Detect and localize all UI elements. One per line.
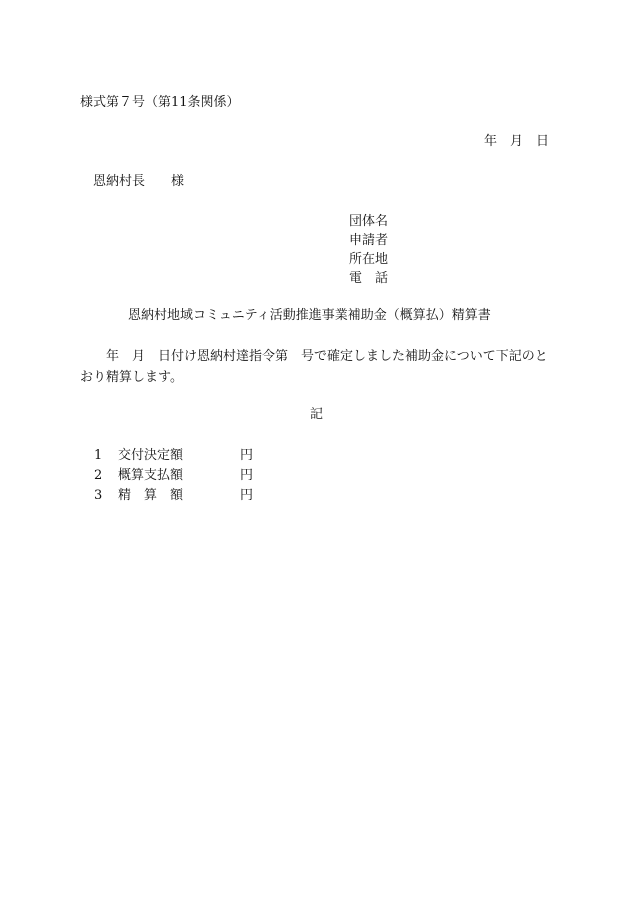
form-number: 様式第７号（第11条関係） (80, 95, 240, 110)
applicant-block (349, 212, 388, 288)
applicant-field-organization: 団体名 (349, 214, 389, 229)
item-label: 概算支払額 (118, 468, 184, 483)
item-number: 3 (94, 488, 103, 503)
item-number: 1 (94, 448, 103, 463)
item-label: 交付決定額 (118, 448, 184, 463)
document-title: 恩納村地域コミュニティ活動推進事業補助金（概算払）精算書 (128, 308, 491, 323)
applicant-field-applicant: 申請者 (349, 233, 389, 248)
date-line: 年 月 日 (483, 134, 549, 149)
applicant-field-phone: 電 話 (349, 271, 389, 286)
item-unit: 円 (240, 468, 254, 483)
applicant-field-address: 所在地 (349, 252, 389, 267)
addressee: 恩納村長 様 (93, 174, 185, 189)
item-unit: 円 (240, 488, 254, 503)
item-label: 精 算 額 (118, 488, 184, 503)
item-number: 2 (94, 468, 103, 483)
item-unit: 円 (240, 448, 254, 463)
ki-heading: 記 (310, 407, 324, 422)
body-text: 年 月 日付け恩納村達指令第 号で確定しました補助金について下記のとおり精算します。 (80, 349, 548, 385)
